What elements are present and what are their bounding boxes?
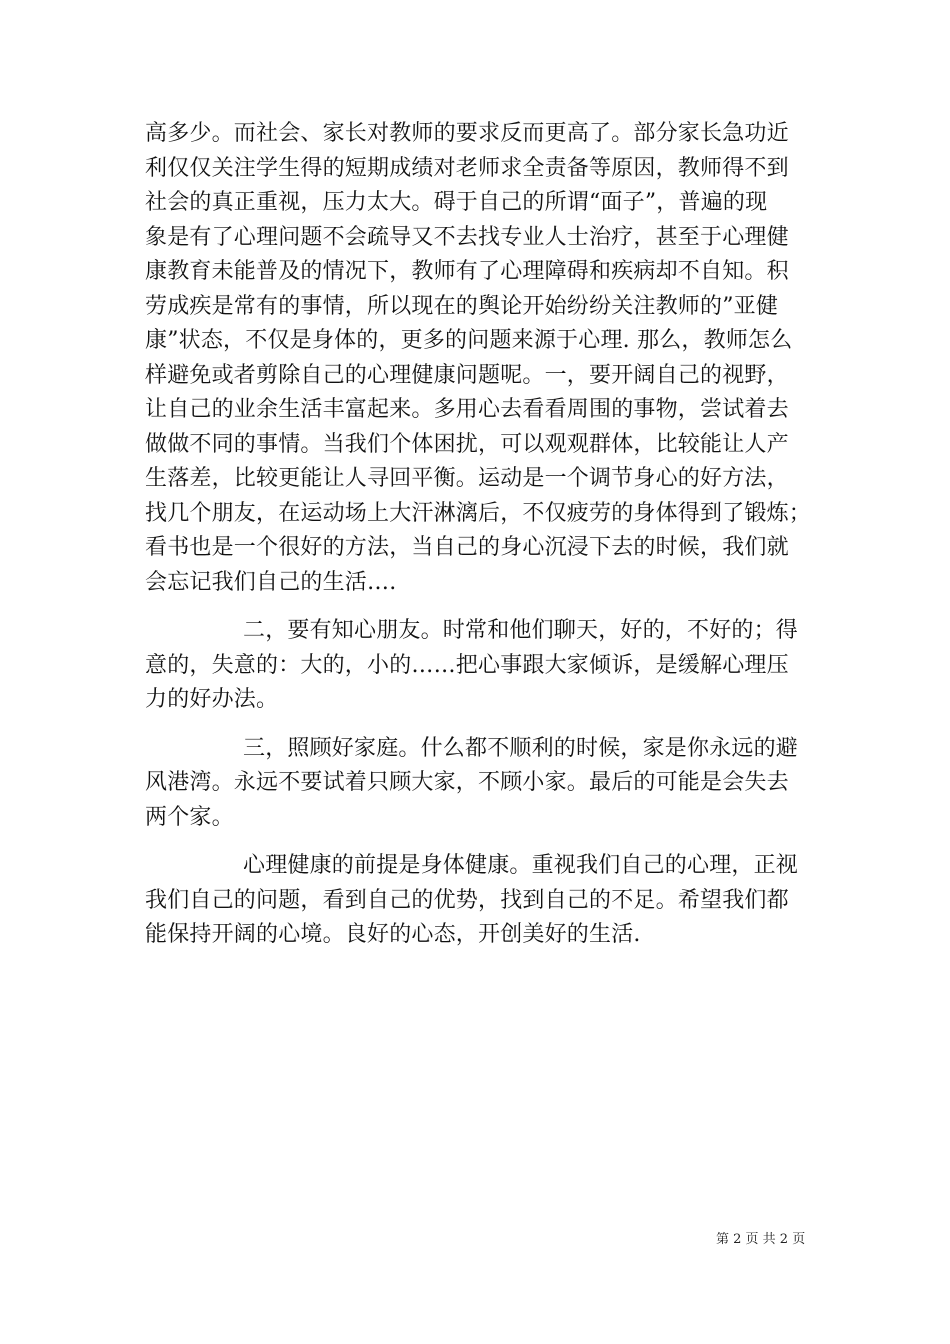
text-line: 劳成疾是常有的事情，所以现在的舆论开始纷纷关注教师的”亚健	[145, 293, 779, 319]
page-number-footer: 第 2 页 共 2 页	[716, 1232, 806, 1247]
paragraph-spacer	[145, 600, 807, 614]
text-line: 会忘记我们自己的生活….	[145, 569, 397, 595]
paragraph-spacer	[145, 835, 807, 849]
paragraph-1	[145, 117, 812, 600]
text-line: 生落差，比较更能让人寻回平衡。运动是一个调节身心的好方法，	[145, 466, 789, 491]
paragraph-3	[145, 732, 807, 836]
document-body	[145, 117, 812, 953]
text-line: 心理健康的前提是身体健康。重视我们自己的心理，正视	[243, 853, 799, 878]
text-line: 康”状态，不仅是身体的，更多的问题来源于心理. 那么，教师怎么	[145, 328, 793, 353]
paragraph-4	[145, 849, 807, 953]
text-line: 利仅仅关注学生得的短期成绩对老师求全责备等原因，教师得不到	[145, 155, 789, 181]
text-line: 意的，失意的：大的，小的……把心事跟大家倾诉，是缓解心理压	[145, 652, 789, 678]
text-line: 三，照顾好家庭。什么都不顺利的时候，家是你永远的避	[243, 735, 799, 761]
text-line: 做做不同的事情。当我们个体困扰，可以观观群体，比较能让人产	[145, 431, 789, 457]
text-line: 两个家。	[145, 804, 234, 830]
text-line: 社会的真正重视，压力太大。碍于自己的所谓“面子”，普遍的现	[145, 190, 768, 215]
text-line: 风港湾。永远不要试着只顾大家，不顾小家。最后的可能是会失去	[145, 770, 789, 795]
text-line: 看书也是一个很好的方法，当自己的身心沉浸下去的时候，我们就	[145, 535, 789, 560]
text-line: 二，要有知心朋友。时常和他们聊天，好的，不好的；得	[243, 618, 799, 643]
text-line: 高多少。而社会、家长对教师的要求反而更高了。部分家长急功近	[145, 121, 789, 146]
text-line: 找几个朋友，在运动场上大汗淋漓后，不仅疲劳的身体得到了锻炼；	[145, 500, 812, 526]
text-line: 力的好办法。	[145, 687, 279, 712]
text-line: 让自己的业余生活丰富起来。多用心去看看周围的事物，尝试着去	[145, 397, 789, 422]
text-line: 康教育未能普及的情况下，教师有了心理障碍和疾病却不自知。积	[145, 259, 789, 284]
text-line: 象是有了心理问题不会疏导又不去找专业人士治疗，甚至于心理健	[145, 224, 789, 250]
text-line: 能保持开阔的心境。良好的心态，开创美好的生活.	[145, 922, 641, 947]
text-line: 我们自己的问题，看到自己的优势，找到自己的不足。希望我们都	[145, 887, 789, 913]
text-line: 样避免或者剪除自己的心理健康问题呢。一，要开阔自己的视野，	[145, 362, 789, 388]
paragraph-spacer	[145, 718, 807, 732]
paragraph-2	[145, 614, 807, 718]
